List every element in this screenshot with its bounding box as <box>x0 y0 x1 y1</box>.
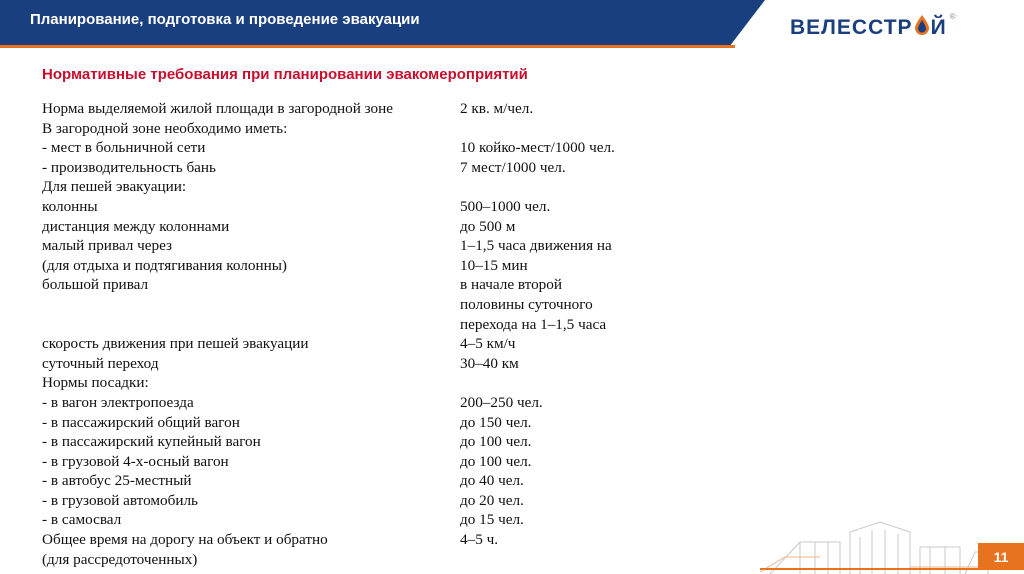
logo-text-right: Й <box>930 16 947 39</box>
row-value: перехода на 1–1,5 часа <box>460 315 607 333</box>
row-value: 1–1,5 часа движения на <box>460 237 612 255</box>
row-label: - в автобус 25-местный <box>42 472 192 490</box>
row-value: 4–5 ч. <box>460 531 499 549</box>
row-value: 7 мест/1000 чел. <box>460 158 566 176</box>
row-label: (для отдыха и подтягивания колонны) <box>42 256 287 274</box>
row-label: - мест в больничной сети <box>42 139 206 157</box>
row-label <box>42 295 460 315</box>
row-value: 30–40 км <box>460 354 519 372</box>
row-label: В загородной зоне необходимо иметь: <box>42 119 288 137</box>
row-label: Для пешей эвакуации: <box>42 178 187 196</box>
table-row <box>42 99 662 119</box>
row-label: дистанция между колоннами <box>42 217 230 235</box>
building-sketch-icon <box>760 512 990 574</box>
table-row <box>42 197 662 217</box>
row-label: - производительность бань <box>42 158 216 176</box>
logo-text-left: ВЕЛЕССТР <box>790 16 913 39</box>
row-label: скорость движения при пешей эвакуации <box>42 335 309 353</box>
row-label: - в пассажирский общий вагон <box>42 413 240 431</box>
row-label: колонны <box>42 197 98 215</box>
row-value: до 100 чел. <box>460 433 532 451</box>
row-value: 10 койко-мест/1000 чел. <box>460 139 615 157</box>
table-row <box>42 177 662 197</box>
table-row <box>42 413 662 433</box>
table-row <box>42 119 662 139</box>
table-row <box>42 275 662 295</box>
table-row <box>42 256 662 276</box>
table-row <box>42 158 662 178</box>
company-logo <box>790 12 957 44</box>
table-row <box>42 217 662 237</box>
table-row <box>42 295 662 315</box>
table-row <box>42 236 662 256</box>
row-label: Норма выделяемой жилой площади в загородной зоне <box>42 100 394 117</box>
row-value: до 100 чел. <box>460 452 532 470</box>
row-label: Общее время на дорогу на объект и обратно <box>42 531 328 549</box>
page-title: Планирование, подготовка и проведение эвакуации <box>30 11 420 28</box>
section-subtitle: Нормативные требования при планировании эвакомероприятий <box>42 66 528 83</box>
row-value: до 40 чел. <box>460 472 524 490</box>
table-row <box>42 491 662 511</box>
row-label: большой привал <box>42 276 149 294</box>
row-value: 2 кв. м/чел. <box>460 100 534 117</box>
row-value: в начале второй <box>460 276 562 294</box>
table-row <box>42 530 662 550</box>
row-value: до 15 чел. <box>460 511 524 529</box>
row-label: Нормы посадки: <box>42 374 149 392</box>
row-label: суточный переход <box>42 354 159 372</box>
row-label: малый привал через <box>42 237 173 255</box>
table-row <box>42 138 662 158</box>
table-row <box>42 373 662 393</box>
table-row <box>42 393 662 413</box>
table-row <box>42 510 662 530</box>
row-value: до 500 м <box>460 217 516 235</box>
page-number: 11 <box>978 543 1024 570</box>
row-value: половины суточного <box>460 295 593 313</box>
row-label: - в самосвал <box>42 511 122 529</box>
header-accent-line <box>0 45 735 48</box>
row-value: до 20 чел. <box>460 491 524 509</box>
requirements-table <box>42 99 662 569</box>
row-value: 4–5 км/ч <box>460 335 516 353</box>
row-label <box>42 315 460 335</box>
table-row <box>42 550 662 570</box>
table-row <box>42 315 662 335</box>
row-value: до 150 чел. <box>460 413 532 431</box>
table-row <box>42 432 662 452</box>
row-label: - в грузовой 4-х-осный вагон <box>42 452 229 470</box>
table-row <box>42 452 662 472</box>
row-value: 500–1000 чел. <box>460 197 551 215</box>
row-label: - в пассажирский купейный вагон <box>42 433 261 451</box>
row-label: - в грузовой автомобиль <box>42 491 198 509</box>
drop-icon <box>914 14 930 42</box>
row-label: - в вагон электропоезда <box>42 393 194 411</box>
table-row <box>42 334 662 354</box>
table-row <box>42 471 662 491</box>
row-value: 200–250 чел. <box>460 393 543 411</box>
row-value: 10–15 мин <box>460 256 528 274</box>
row-label: (для рассредоточенных) <box>42 550 198 568</box>
registered-mark: ® <box>949 12 957 21</box>
table-row <box>42 354 662 374</box>
